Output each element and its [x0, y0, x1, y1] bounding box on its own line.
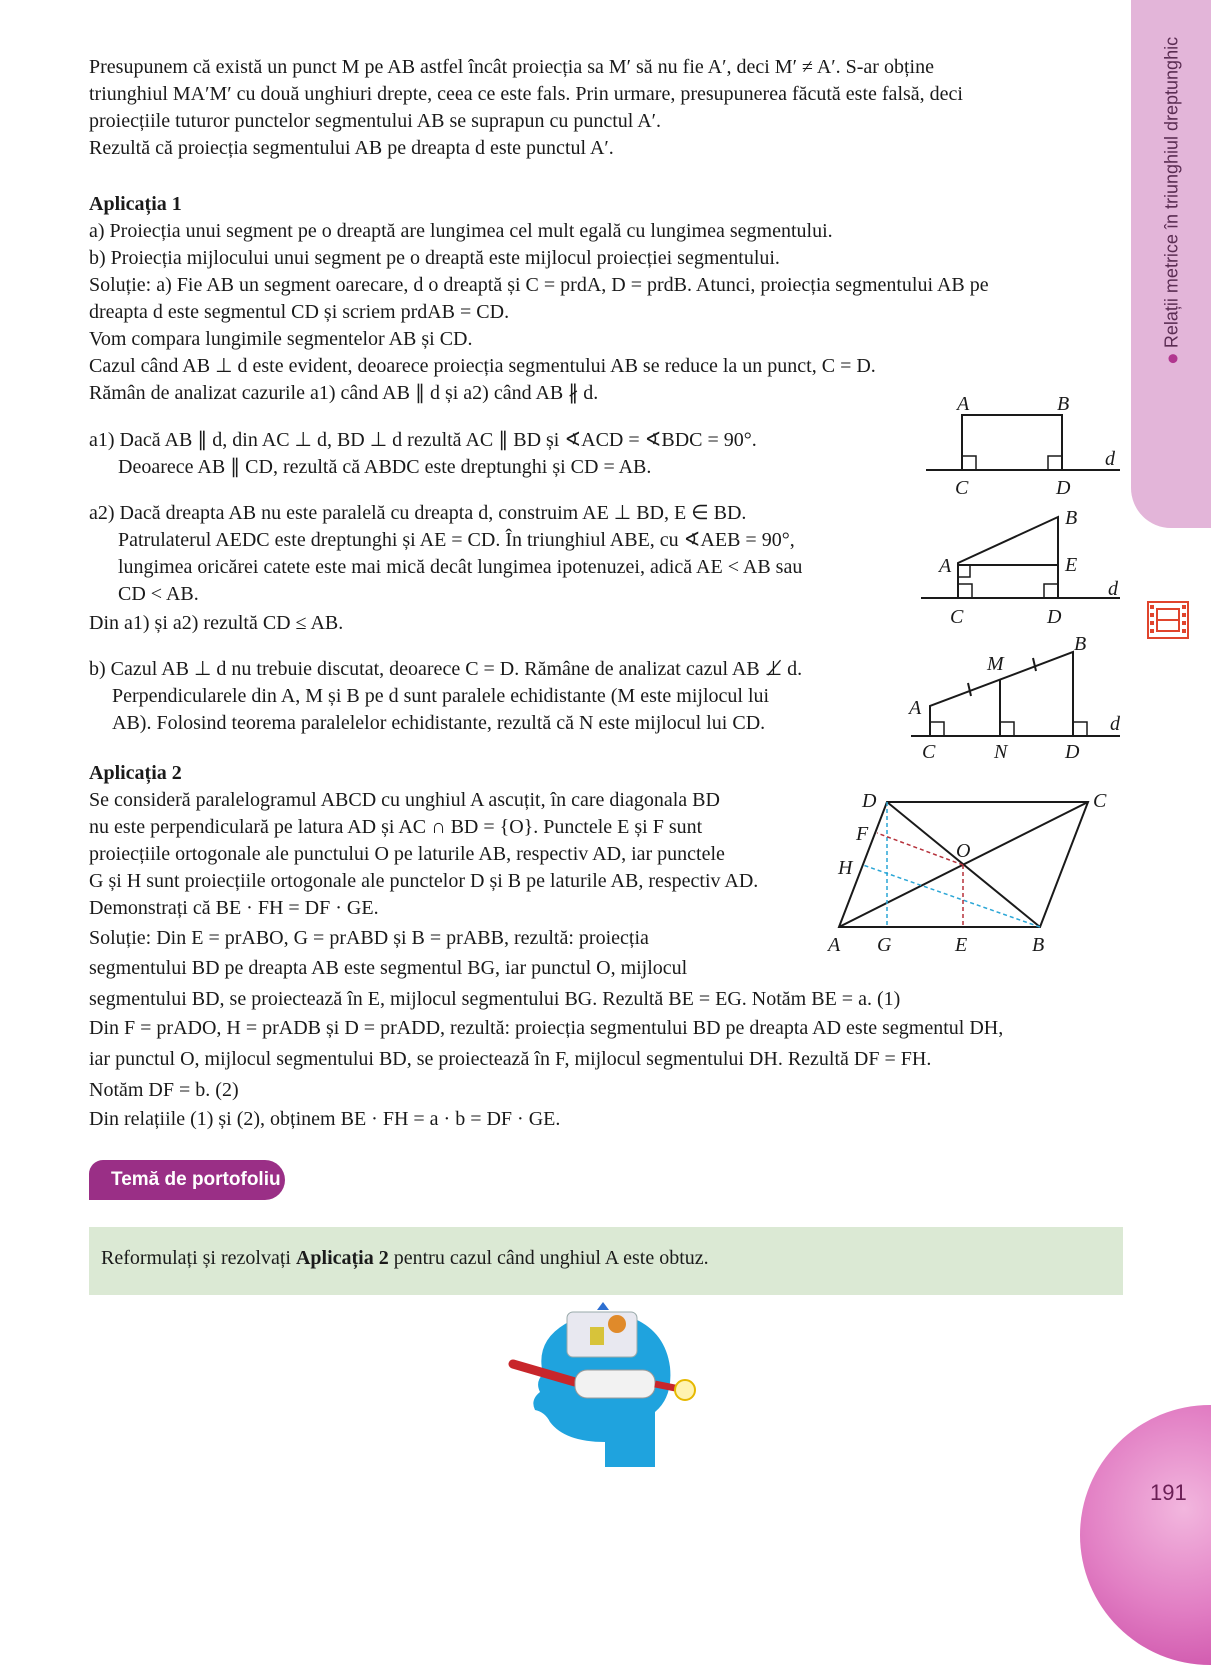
- label-A: A: [828, 934, 841, 956]
- intro-line: Rezultă că proiecția segmentului AB pe dreapta d este punctul A′.: [89, 137, 614, 159]
- label-B: B: [1074, 633, 1087, 655]
- label-N: N: [994, 741, 1008, 762]
- label-A: A: [909, 697, 922, 719]
- app1-line: Rămân de analizat cazurile a1) când AB ∥ d și a2) când AB ∦ d.: [89, 382, 599, 404]
- label-H: H: [838, 857, 853, 879]
- a2-line: a2) Dacă dreapta AB nu este paralelă cu dreapta d, construim AE ⊥ BD, E ∈ BD.: [89, 502, 747, 524]
- app2-line: Soluție: Din E = prABO, G = prABD și B = prABB, rezultă: proiecția: [89, 927, 649, 949]
- intro-line: Presupunem că există un punct M pe AB astfel încât proiecția sa M′ să nu fie A′, deci M′ ≠ A′. S-ar obține: [89, 56, 934, 78]
- label-D: D: [1065, 741, 1080, 762]
- label-d: d: [1108, 578, 1118, 600]
- label-M: M: [987, 653, 1004, 675]
- a2-line: CD < AB.: [118, 583, 199, 605]
- app2-line: nu este perpendiculară pe latura AD și AC ∩ BD = {O}. Punctele E și F sunt: [89, 816, 703, 838]
- a2-line: Din a1) și a2) rezultă CD ≤ AB.: [89, 612, 344, 634]
- label-G: G: [877, 934, 892, 956]
- label-D: D: [862, 790, 877, 812]
- app1-line: Soluție: a) Fie AB un segment oarecare, d o dreaptă și C = prdA, D = prdB. Atunci, proiecția segmentului AB pe: [89, 274, 989, 296]
- label-A: A: [939, 555, 952, 577]
- app1-line: dreapta d este segmentul CD și scriem prdAB = CD.: [89, 301, 510, 323]
- app2-line: G și H sunt proiecțiile ortogonale ale punctelor D și B pe laturile AB, respectiv AD.: [89, 870, 759, 892]
- b-line: AB). Folosind teorema paralelelor echidistante, rezultă că N este mijlocul lui CD.: [112, 712, 766, 734]
- a2-line: Patrulaterul AEDC este dreptunghi și AE = CD. În triunghiul ABE, cu ∢AEB = 90°,: [118, 529, 795, 551]
- app2-line: Demonstrați că BE · FH = DF · GE.: [89, 897, 379, 919]
- app2-line: Din F = prADO, H = prADB și D = prADD, rezultă: proiecția segmentului BD pe dreapta AD este segmentul DH,: [89, 1017, 1004, 1039]
- b-line: Perpendicularele din A, M și B pe d sunt paralele echidistante (M este mijlocul lui: [112, 685, 770, 707]
- app2-line: proiecțiile ortogonale ale punctului O pe laturile AB, respectiv AD, iar punctele: [89, 843, 725, 865]
- a1-line: Deoarece AB ∥ CD, rezultă că ABDC este dreptunghi și CD = AB.: [118, 456, 652, 478]
- label-B: B: [1065, 507, 1078, 529]
- label-F: F: [856, 823, 869, 845]
- page-corner-decoration: [1080, 1405, 1211, 1665]
- figure-parallelogram: [825, 785, 1115, 960]
- app2-line: iar punctul O, mijlocul segmentului BD, se proiectează în F, mijlocul segmentului DH. Rezultă DF = FH.: [89, 1048, 932, 1070]
- a2-line: lungimea oricărei catete este mai mică decât lungimea ipotenuzei, adică AE < AB sau: [118, 556, 803, 578]
- label-C: C: [1093, 790, 1107, 812]
- bullet-icon: [1168, 354, 1177, 363]
- label-B: B: [1057, 393, 1070, 415]
- chapter-title: Relații metrice în triunghiul dreptunghic: [1162, 37, 1183, 363]
- app1-title: Aplicația 1: [89, 193, 182, 215]
- label-A: A: [957, 393, 970, 415]
- film-icon[interactable]: [1147, 601, 1189, 639]
- app1-line: a) Proiecția unui segment pe o dreaptă are lungimea cel mult egală cu lungimea segmentului.: [89, 220, 833, 242]
- app2-line: segmentului BD, se proiectează în E, mijlocul segmentului BG. Rezultă BE = EG. Notăm BE = a. (1): [89, 988, 901, 1010]
- portfolio-task-text: Reformulați și rezolvați Aplicația 2 pentru cazul când unghiul A este obtuz.: [101, 1247, 709, 1269]
- b-line: b) Cazul AB ⊥ d nu trebuie discutat, deoarece C = D. Rămâne de analizat cazul AB ⊥̸ d.: [89, 658, 803, 680]
- page-number: 191: [1150, 1480, 1187, 1505]
- figure-rectangle: [920, 385, 1130, 505]
- label-D: D: [1047, 606, 1062, 628]
- figure-midpoint: [905, 630, 1125, 762]
- thinking-head-illustration: [505, 1302, 705, 1477]
- label-d: d: [1110, 713, 1120, 735]
- app2-line: segmentului BD pe dreapta AB este segmentul BG, iar punctul O, mijlocul: [89, 957, 688, 979]
- figure-trapezoid: [915, 505, 1130, 630]
- app2-title: Aplicația 2: [89, 762, 182, 784]
- app2-line: Notăm DF = b. (2): [89, 1079, 239, 1101]
- a1-line: a1) Dacă AB ∥ d, din AC ⊥ d, BD ⊥ d rezultă AC ∥ BD și ∢ACD = ∢BDC = 90°.: [89, 429, 757, 451]
- app2-line: Se consideră paralelogramul ABCD cu unghiul A ascuțit, în care diagonala BD: [89, 789, 720, 811]
- portfolio-task-box: [89, 1227, 1123, 1295]
- label-d: d: [1105, 448, 1115, 470]
- intro-line: proiecțiile tuturor punctelor segmentului AB se suprapun cu punctul A′.: [89, 110, 662, 132]
- label-C: C: [955, 477, 969, 499]
- label-D: D: [1056, 477, 1071, 499]
- label-B: B: [1032, 934, 1045, 956]
- label-O: O: [956, 840, 971, 862]
- label-E: E: [955, 934, 968, 956]
- app1-line: Vom compara lungimile segmentelor AB și CD.: [89, 328, 473, 350]
- app1-line: Cazul când AB ⊥ d este evident, deoarece proiecția segmentului AB se reduce la un punct, C = D.: [89, 355, 876, 377]
- app2-line: Din relațiile (1) și (2), obținem BE · FH = a · b = DF · GE.: [89, 1108, 561, 1130]
- portfolio-label: Temă de portofoliu: [89, 1160, 285, 1200]
- label-C: C: [922, 741, 936, 762]
- label-E: E: [1065, 554, 1078, 576]
- app1-line: b) Proiecția mijlocului unui segment pe o dreaptă este mijlocul proiecției segmentului.: [89, 247, 780, 269]
- intro-line: triunghiul MA′M′ cu două unghiuri drepte, ceea ce este fals. Prin urmare, presupunerea făcută este falsă, deci: [89, 83, 963, 105]
- label-C: C: [950, 606, 964, 628]
